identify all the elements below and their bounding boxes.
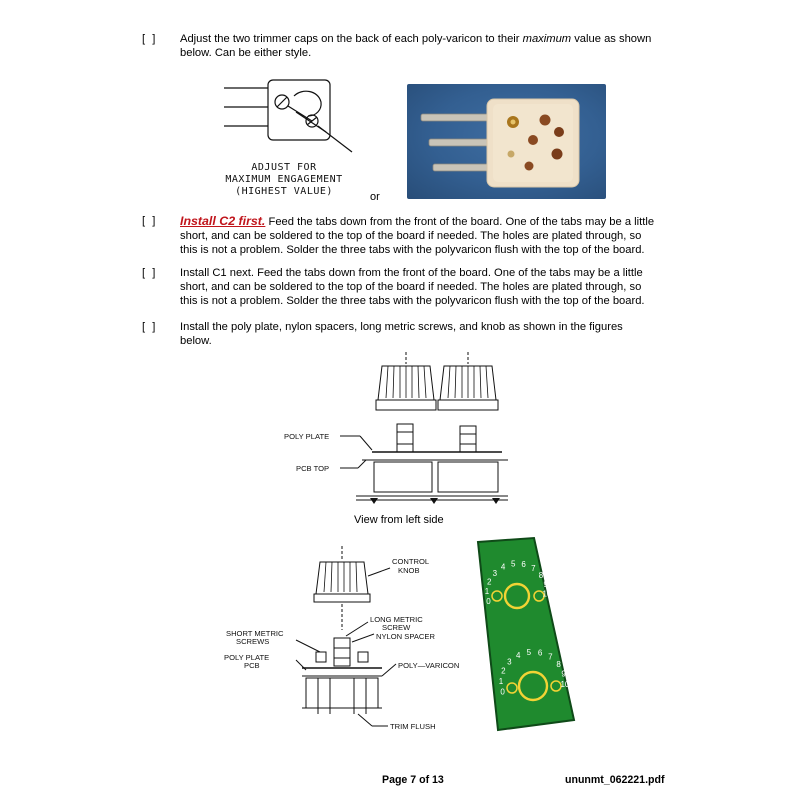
step-3-text: Install C1 next. Feed the tabs down from the front of the board. One of the tabs may be a little short, and can be soldered to the top of the board if needed. The holes are plated through, so this is not a problem. Solder the three tabs with the polyvaricon flush with the top of the board. bbox=[180, 267, 645, 307]
pcb-bottom-dial-label-7: 7 bbox=[548, 652, 553, 662]
label-poly-plate: POLY PLATE bbox=[284, 432, 330, 441]
label-control-knob-1: CONTROL bbox=[392, 557, 430, 566]
step-1-text: Adjust the two trimmer caps on the back of each poly-varicon to their maximum value as shown below. Can be either style. bbox=[180, 33, 652, 59]
step-4-text: Install the poly plate, nylon spacers, long metric screws, and knob as shown in the figures below. bbox=[180, 321, 623, 347]
pcb-bottom-dial-label-4: 4 bbox=[515, 651, 521, 660]
label-long-metric-1: LONG METRIC bbox=[370, 615, 423, 624]
pcb-top-dial-label-0: 0 bbox=[486, 596, 491, 606]
pcb-top-dial-label-1: 1 bbox=[484, 587, 490, 596]
trimmer-photo bbox=[407, 84, 606, 199]
pcb-bottom-dial-label-9: 9 bbox=[561, 669, 566, 679]
pcb-top-dial-label-3: 3 bbox=[492, 568, 498, 578]
trimmer-photo-drawing bbox=[407, 84, 606, 199]
pcb-board-render bbox=[474, 536, 584, 732]
step-3-checkbox[interactable]: [ ] bbox=[142, 267, 158, 279]
step-2-text: Install C2 first. Feed the tabs down from the front of the board. One of the tabs may be a little short, and can be soldered to the top of the board if needed. The holes are plated through, so this is not a problem. Solder the three tabs with the polyvaricon flush with the top of the board. bbox=[180, 214, 655, 256]
pcb-top-dial-label-7: 7 bbox=[531, 564, 536, 574]
page-number: Page 7 of 13 bbox=[382, 774, 444, 786]
label-short-metric-1: SHORT METRIC bbox=[226, 629, 284, 638]
label-short-metric-2: SCREWS bbox=[236, 637, 270, 646]
pcb-top-dial-label-9: 9 bbox=[543, 579, 548, 589]
label-control-knob-2: KNOB bbox=[398, 566, 420, 575]
label-poly-varicon: POLY—VARICON bbox=[398, 661, 460, 670]
pcb-top-dial-label-8: 8 bbox=[538, 570, 544, 580]
label-pcb-top: PCB TOP bbox=[296, 464, 330, 473]
pcb-bottom-dial-label-2: 2 bbox=[501, 666, 506, 676]
trimmer-caption-1: ADJUST FOR bbox=[251, 162, 317, 173]
pcb-bottom-dial-label-8: 8 bbox=[556, 659, 561, 669]
step-1-checkbox[interactable]: [ ] bbox=[142, 33, 158, 45]
pcb-bottom-dial-label-0: 0 bbox=[500, 687, 505, 697]
label-pcb: PCB bbox=[244, 661, 260, 670]
label-long-metric-2: SCREW bbox=[382, 623, 411, 632]
pcb-bottom-dial-label-10: 10 bbox=[560, 679, 570, 689]
pcb-bottom-dial-label-3: 3 bbox=[507, 657, 512, 667]
side-view-caption: View from left side bbox=[354, 514, 444, 526]
pcb-bottom-dial-label-1: 1 bbox=[498, 676, 504, 686]
file-name: ununmt_062221.pdf bbox=[565, 774, 665, 786]
pcb-bottom-dial-label-6: 6 bbox=[537, 648, 543, 658]
trimmer-caption-2: MAXIMUM ENGAGEMENT bbox=[225, 174, 343, 185]
pcb-bottom-dial-label-5: 5 bbox=[526, 647, 532, 657]
pcb-top-dial-label-5: 5 bbox=[510, 559, 516, 569]
install-c2-first: Install C2 first. bbox=[180, 214, 266, 228]
step-4-checkbox[interactable]: [ ] bbox=[142, 321, 158, 333]
assembly-drawing bbox=[222, 546, 472, 742]
trimmer-drawing bbox=[222, 76, 362, 198]
label-nylon-spacer: NYLON SPACER bbox=[376, 632, 435, 641]
label-poly-plate-2: POLY PLATE bbox=[224, 653, 270, 662]
pcb-top-dial-label-2: 2 bbox=[486, 577, 492, 587]
side-view-drawing bbox=[278, 352, 508, 510]
pcb-top-dial-label-10: 10 bbox=[542, 589, 552, 599]
step-2-checkbox[interactable]: [ ] bbox=[142, 215, 158, 227]
trimmer-caption-3: (HIGHEST VALUE) bbox=[235, 186, 333, 197]
pcb-top-dial-label-4: 4 bbox=[500, 562, 506, 572]
pcb-board bbox=[478, 538, 574, 730]
pcb-top-dial-label-6: 6 bbox=[521, 560, 526, 570]
label-trim-flush: TRIM FLUSH bbox=[390, 722, 436, 731]
or-text: or bbox=[370, 191, 380, 203]
